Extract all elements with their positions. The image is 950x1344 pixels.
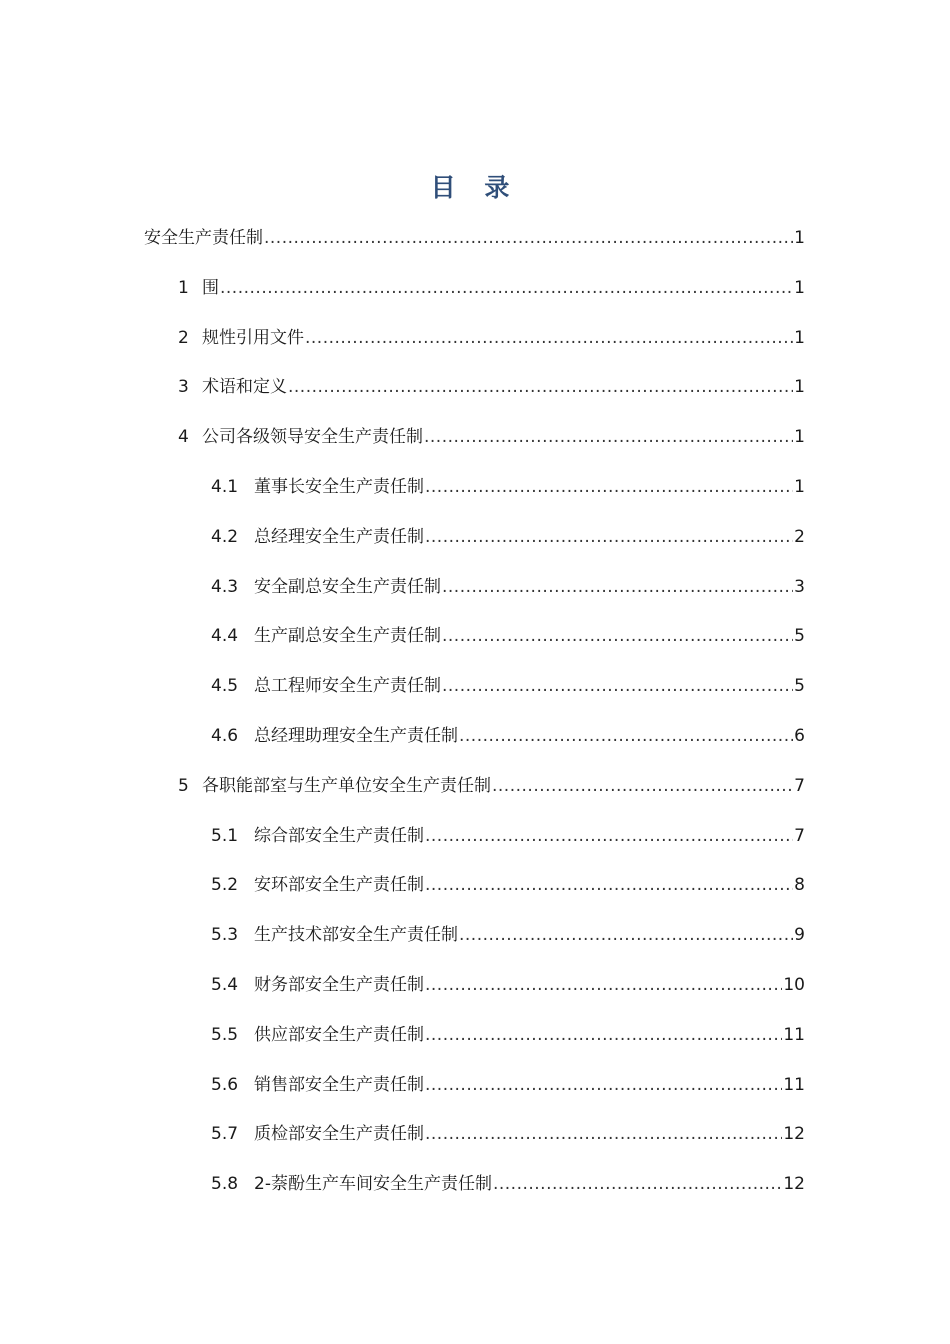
toc-dot-leader bbox=[459, 719, 793, 754]
toc-dot-leader bbox=[442, 570, 793, 605]
toc-entry[interactable] bbox=[0, 470, 950, 520]
toc-title: 目 录 bbox=[430, 173, 520, 202]
toc-entry-text: 董事长安全生产责任制 bbox=[254, 476, 424, 497]
toc-entry-page-number: 7 bbox=[794, 775, 805, 796]
toc-entry-row bbox=[178, 321, 805, 356]
toc-entry-number: 4 bbox=[178, 427, 189, 448]
toc-entry-number: 4.4 bbox=[211, 626, 239, 647]
toc-entry[interactable] bbox=[0, 420, 950, 470]
toc-dot-leader bbox=[425, 1018, 782, 1053]
toc-entry-text: 公司各级领导安全生产责任制 bbox=[202, 427, 423, 448]
toc-entry-row bbox=[211, 1018, 805, 1053]
toc-entry[interactable] bbox=[0, 719, 950, 769]
toc-entry-page-number: 11 bbox=[783, 1074, 805, 1095]
toc-entry-row bbox=[211, 570, 805, 605]
toc-entry-number: 5.5 bbox=[211, 1024, 239, 1045]
toc-entry[interactable] bbox=[0, 968, 950, 1018]
toc-entry-page-number: 5 bbox=[794, 676, 805, 697]
toc-entry-page-number: 5 bbox=[794, 626, 805, 647]
toc-entry-number: 4.3 bbox=[211, 576, 239, 597]
toc-entry[interactable] bbox=[0, 1068, 950, 1118]
toc-entry-text: 总经理助理安全生产责任制 bbox=[254, 725, 458, 746]
toc-entry[interactable] bbox=[0, 271, 950, 321]
toc-entry-row bbox=[178, 370, 805, 405]
toc-entry-page-number: 1 bbox=[794, 377, 805, 398]
toc-entry[interactable] bbox=[0, 370, 950, 420]
toc-entry-number: 5.1 bbox=[211, 825, 239, 846]
toc-entry-number: 5.7 bbox=[211, 1124, 239, 1145]
toc-entry-number: 5 bbox=[178, 775, 189, 796]
toc-entry-number: 3 bbox=[178, 377, 189, 398]
toc-dot-leader bbox=[424, 420, 793, 455]
toc-entry-number: 4.6 bbox=[211, 725, 239, 746]
toc-entry[interactable] bbox=[0, 221, 950, 271]
toc-entry-row bbox=[211, 1068, 805, 1103]
toc-entry-row bbox=[178, 271, 805, 306]
toc-entry-row bbox=[211, 968, 805, 1003]
toc-entry[interactable] bbox=[0, 321, 950, 371]
toc-entry[interactable] bbox=[0, 619, 950, 669]
toc-entry-row bbox=[211, 918, 805, 953]
toc-dot-leader bbox=[492, 769, 793, 804]
toc-entry-page-number: 1 bbox=[794, 476, 805, 497]
toc-entry-row bbox=[211, 619, 805, 654]
toc-dot-leader bbox=[442, 669, 793, 704]
toc-entry-row bbox=[211, 1167, 805, 1202]
toc-entry[interactable] bbox=[0, 1167, 950, 1217]
toc-entry-page-number: 8 bbox=[794, 875, 805, 896]
toc-entry-text: 术语和定义 bbox=[202, 377, 287, 398]
toc-entry-text: 生产副总安全生产责任制 bbox=[254, 626, 441, 647]
toc-entry-text: 安全生产责任制 bbox=[144, 228, 263, 248]
toc-entry-row bbox=[211, 719, 805, 754]
toc-entry-page-number: 6 bbox=[794, 725, 805, 746]
toc-dot-leader bbox=[442, 619, 793, 654]
toc-entry-row bbox=[144, 221, 805, 256]
toc-entry-page-number: 12 bbox=[783, 1174, 805, 1195]
toc-dot-leader bbox=[305, 321, 793, 356]
toc-entry-number: 4.2 bbox=[211, 526, 239, 547]
toc-entry-text: 2-萘酚生产车间安全生产责任制 bbox=[254, 1174, 492, 1195]
toc-entry-row bbox=[211, 868, 805, 903]
toc-entry-text: 质检部安全生产责任制 bbox=[254, 1124, 424, 1145]
toc-dot-leader bbox=[425, 470, 793, 505]
toc-entry-number: 5.2 bbox=[211, 875, 239, 896]
toc-entry-page-number: 2 bbox=[794, 526, 805, 547]
toc-entry-row bbox=[211, 520, 805, 555]
toc-entry-text: 安全副总安全生产责任制 bbox=[254, 576, 441, 597]
toc-entry-text: 围 bbox=[202, 277, 219, 298]
toc-entry-row bbox=[211, 1117, 805, 1152]
toc-entry-page-number: 1 bbox=[794, 228, 805, 248]
toc-entry-number: 4.1 bbox=[211, 476, 239, 497]
toc-entry[interactable] bbox=[0, 1117, 950, 1167]
toc-entry[interactable] bbox=[0, 669, 950, 719]
toc-entry-number: 2 bbox=[178, 327, 189, 348]
toc-entry-text: 安环部安全生产责任制 bbox=[254, 875, 424, 896]
toc-entry[interactable] bbox=[0, 769, 950, 819]
toc-entry-text: 供应部安全生产责任制 bbox=[254, 1024, 424, 1045]
toc-dot-leader bbox=[425, 819, 793, 854]
toc-dot-leader bbox=[425, 1068, 782, 1103]
toc-list bbox=[0, 221, 950, 1217]
toc-entry-number: 1 bbox=[178, 277, 189, 298]
toc-entry-number: 5.3 bbox=[211, 925, 239, 946]
toc-entry-page-number: 1 bbox=[794, 327, 805, 348]
toc-entry-row bbox=[211, 819, 805, 854]
toc-entry-page-number: 7 bbox=[794, 825, 805, 846]
toc-entry-text: 生产技术部安全生产责任制 bbox=[254, 925, 458, 946]
toc-entry-number: 5.8 bbox=[211, 1174, 239, 1195]
toc-entry-row bbox=[178, 769, 805, 804]
toc-entry-row bbox=[178, 420, 805, 455]
toc-dot-leader bbox=[425, 968, 782, 1003]
toc-entry-page-number: 1 bbox=[794, 277, 805, 298]
toc-dot-leader bbox=[425, 1117, 782, 1152]
toc-entry-page-number: 11 bbox=[783, 1024, 805, 1045]
toc-entry[interactable] bbox=[0, 868, 950, 918]
toc-entry-page-number: 1 bbox=[794, 427, 805, 448]
toc-entry-row bbox=[211, 470, 805, 505]
toc-dot-leader bbox=[493, 1167, 782, 1202]
toc-entry[interactable] bbox=[0, 520, 950, 570]
toc-entry-page-number: 10 bbox=[783, 974, 805, 995]
toc-entry[interactable] bbox=[0, 570, 950, 620]
toc-entry[interactable] bbox=[0, 918, 950, 968]
toc-dot-leader bbox=[425, 520, 793, 555]
toc-entry[interactable] bbox=[0, 1018, 950, 1068]
toc-entry-text: 总工程师安全生产责任制 bbox=[254, 676, 441, 697]
toc-entry-text: 综合部安全生产责任制 bbox=[254, 825, 424, 846]
toc-entry-text: 财务部安全生产责任制 bbox=[254, 974, 424, 995]
toc-entry-page-number: 12 bbox=[783, 1124, 805, 1145]
toc-entry[interactable] bbox=[0, 819, 950, 869]
toc-entry-number: 5.6 bbox=[211, 1074, 239, 1095]
toc-entry-number: 4.5 bbox=[211, 676, 239, 697]
toc-entry-text: 销售部安全生产责任制 bbox=[254, 1074, 424, 1095]
toc-entry-number: 5.4 bbox=[211, 974, 239, 995]
toc-dot-leader bbox=[425, 868, 793, 903]
toc-entry-page-number: 3 bbox=[794, 576, 805, 597]
toc-entry-text: 各职能部室与生产单位安全生产责任制 bbox=[202, 775, 491, 796]
toc-entry-text: 总经理安全生产责任制 bbox=[254, 526, 424, 547]
toc-entry-text: 规性引用文件 bbox=[202, 327, 304, 348]
toc-dot-leader bbox=[459, 918, 793, 953]
toc-entry-page-number: 9 bbox=[794, 925, 805, 946]
toc-dot-leader bbox=[288, 370, 793, 405]
toc-entry-row bbox=[211, 669, 805, 704]
toc-dot-leader bbox=[264, 221, 793, 256]
toc-dot-leader bbox=[220, 271, 793, 306]
